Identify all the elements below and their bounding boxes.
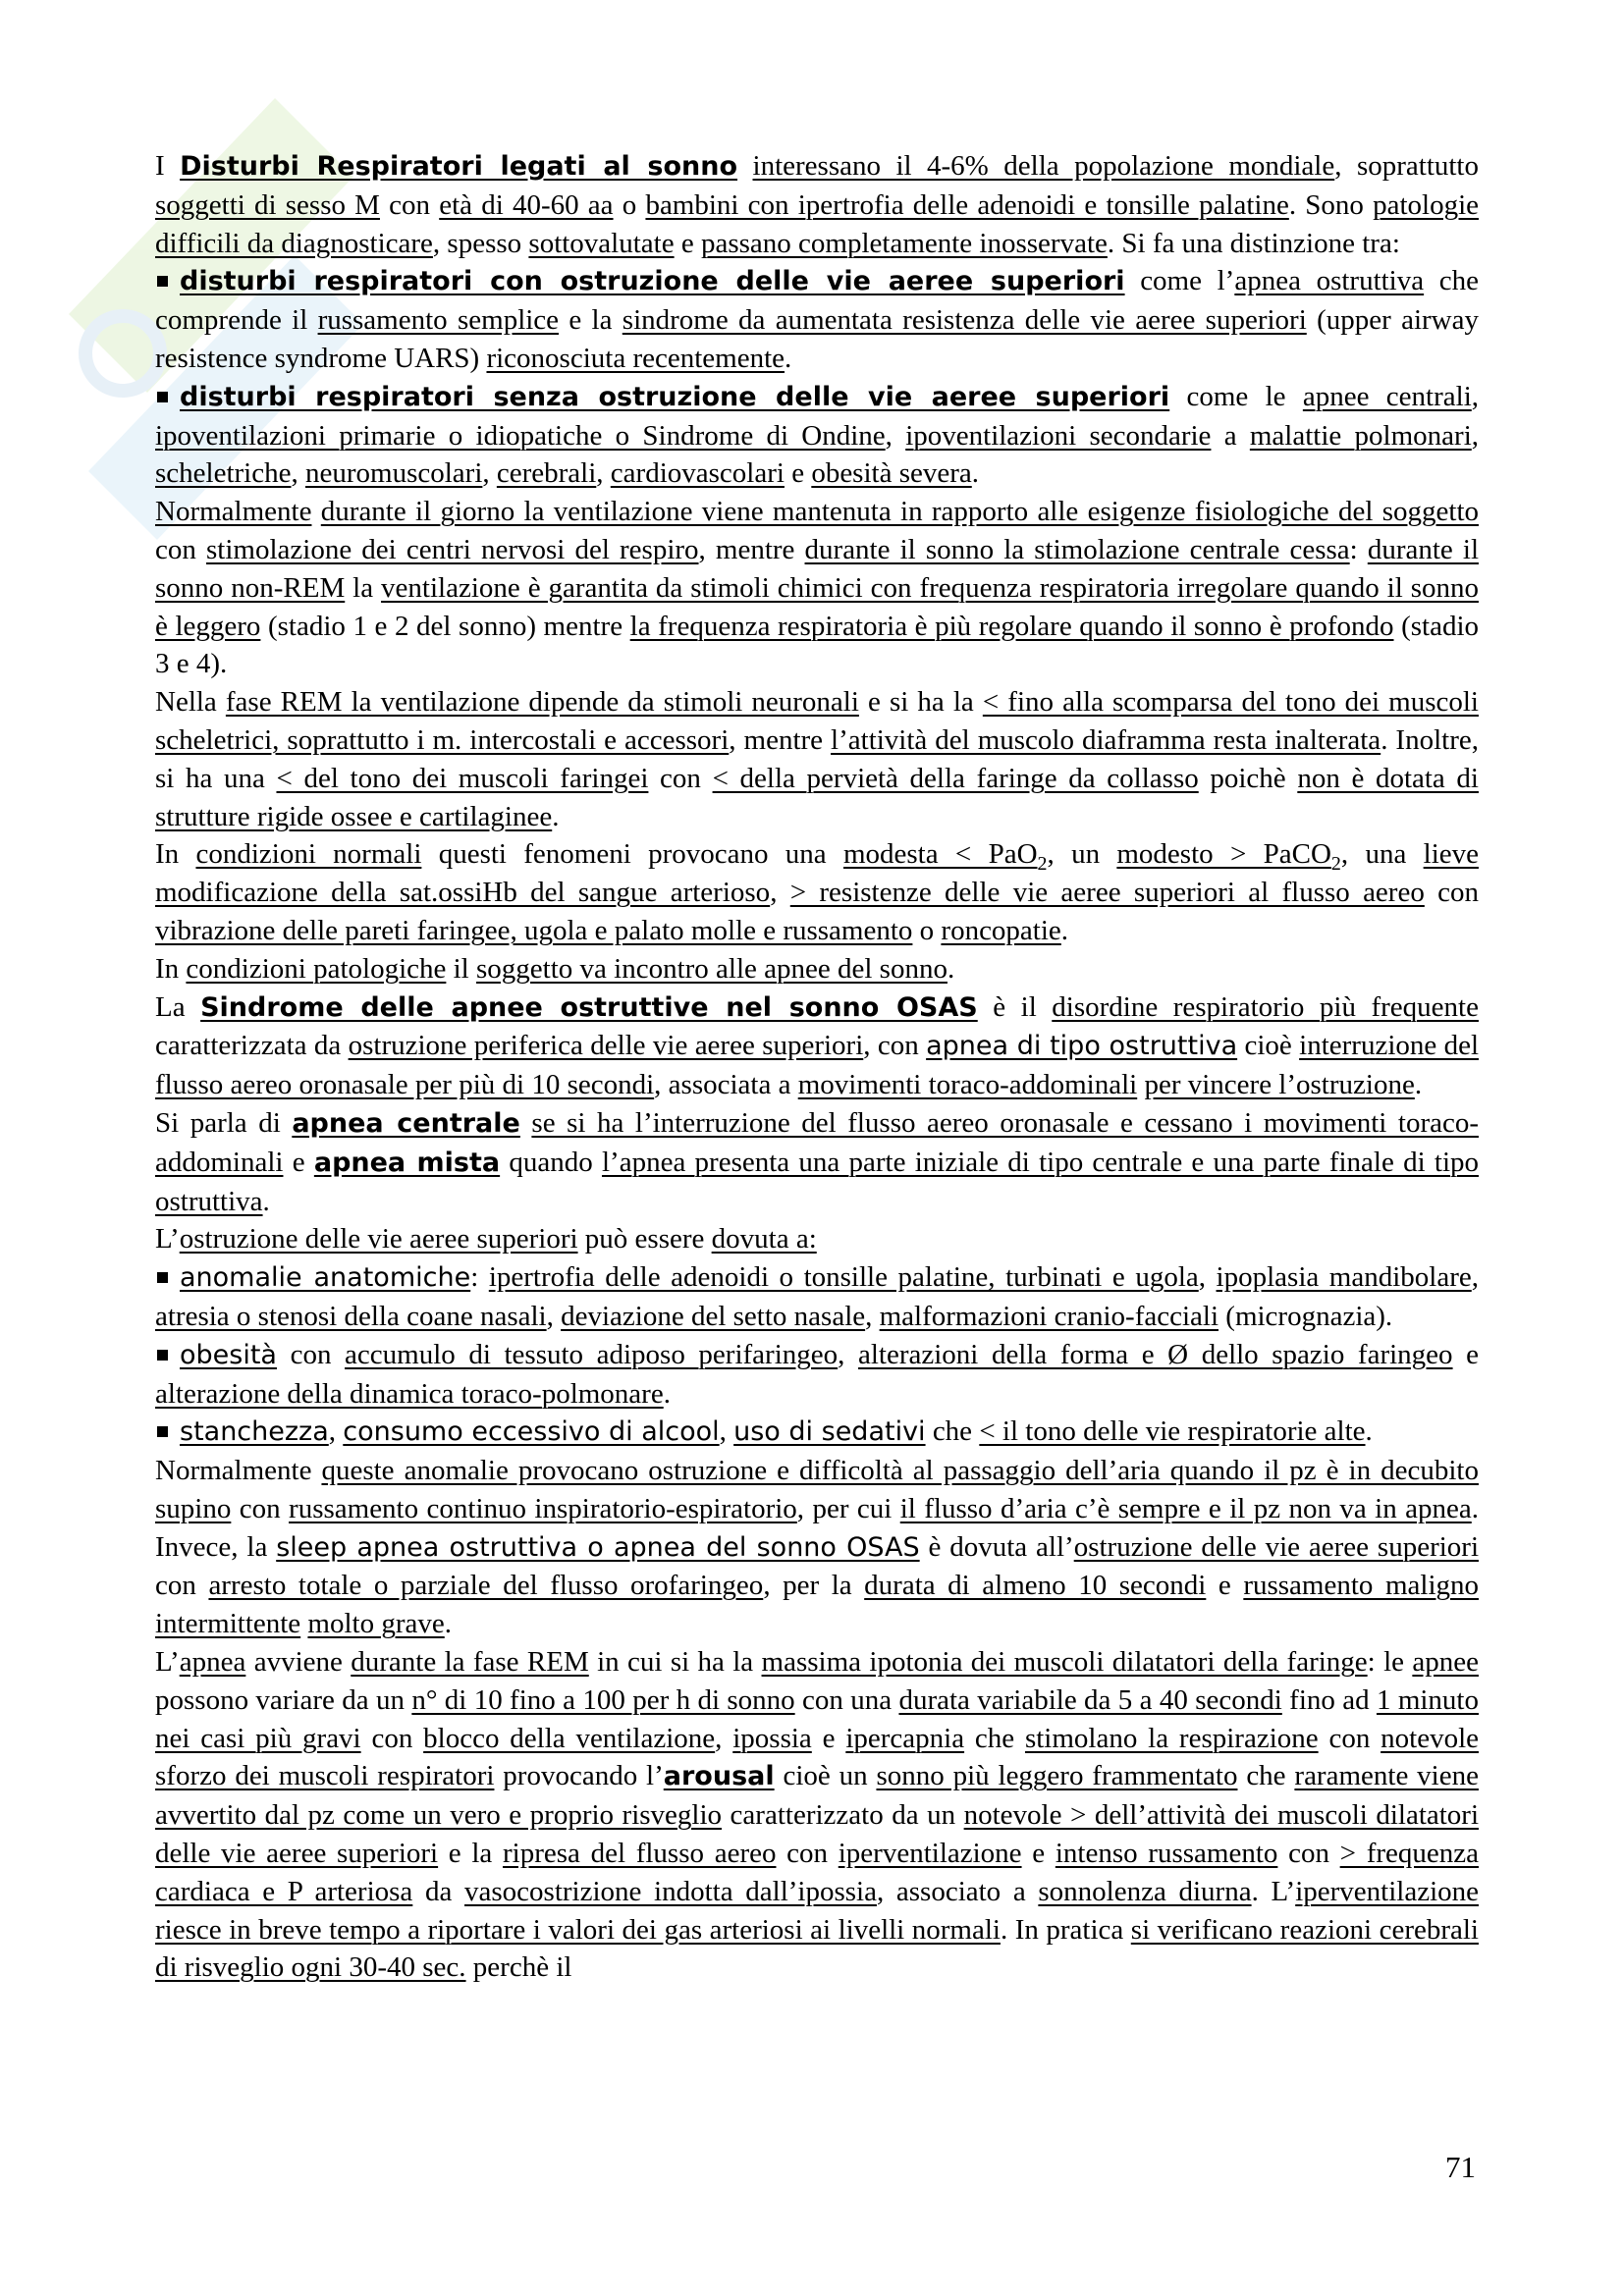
text-run: con una (794, 1683, 899, 1716)
text-run: disturbi respiratori senza ostruzione delle vie aeree superiori (180, 381, 1170, 412)
text-run: in cui si ha la (588, 1646, 762, 1679)
text-run: soggetto va incontro alle apnee del sonno (476, 952, 947, 985)
text-run: Normalmente (155, 496, 312, 528)
text-run: si verificano reazioni cerebrali di risveglio ogni 30-40 sec. (155, 1913, 1479, 1984)
text-run: apnea mista (313, 1147, 501, 1178)
text-run: l’apnea presenta una parte iniziale di tipo centrale e una parte finale di tipo ostruttiva (155, 1146, 1480, 1217)
text-run: che (1237, 1760, 1295, 1792)
text-run: con (1424, 877, 1480, 909)
text-run: con (231, 1492, 290, 1524)
text-run: può essere (577, 1223, 712, 1255)
text-run: Normalmente (155, 1455, 322, 1487)
paragraph-osas (155, 988, 1479, 1104)
paragraph-normalmente (155, 493, 1479, 683)
text-run: ipertrofia delle adenoidi o tonsille palatine, turbinati e ugola (488, 1261, 1199, 1294)
page-number: 71 (1445, 2150, 1476, 2184)
text-run: e (784, 457, 812, 490)
text-run: non è dotata di strutture rigide ossee e cartilaginee (155, 762, 1479, 832)
text-run: . (444, 1608, 452, 1640)
bullet-senza-ostruzione (155, 378, 1479, 493)
text-run: iperventilazione riesce in breve tempo a riportare i valori dei gas arteriosi ai livelli normali (155, 1875, 1480, 1946)
text-run: cardiovascolari (610, 457, 785, 490)
text-run: stanchezza (180, 1416, 329, 1448)
text-run: roncopatie (941, 914, 1061, 946)
text-run: cioè un (774, 1760, 877, 1792)
text-run: blocco della ventilazione (423, 1722, 716, 1754)
text-run: . Si fa una distinzione tra: (1107, 227, 1400, 259)
text-run: patologie difficili da diagnosticare (155, 188, 1480, 259)
text-run: notevole > dell’attività dei muscoli dilatatori delle vie aeree superiori (155, 1799, 1480, 1870)
text-run: e (1452, 1338, 1480, 1370)
text-run: . (1365, 1415, 1373, 1448)
text-run: per vincere l’ostruzione (1144, 1069, 1415, 1101)
text-run (311, 496, 320, 527)
text-run: . Invece, la (155, 1492, 1480, 1563)
paragraph-condizioni-normali (155, 835, 1479, 949)
text-run: ventilazione è garantita da stimoli chimici con frequenza respiratoria irregolare quando il sonno è leggero (155, 571, 1479, 642)
text-run: sonno più leggero frammentato (876, 1760, 1238, 1792)
text-run: < il tono delle vie respiratorie alte (979, 1415, 1366, 1448)
text-run: vibrazione delle pareti faringee, ugola e palato molle e russamento (155, 914, 913, 946)
text-run: , (715, 1722, 733, 1754)
text-run: se si ha l’interruzione del flusso aereo oronasale e cessano i movimenti toraco-addominali (155, 1106, 1480, 1178)
text-run: con (155, 533, 206, 565)
text-run: In (155, 952, 187, 985)
text-run: notevole sforzo dei muscoli respiratori (155, 1722, 1479, 1792)
text-run: la frequenza respiratoria è più regolare quando il sonno è profondo (629, 610, 1394, 642)
text-run: < fino alla scomparsa del tono dei muscoli scheletrici, soprattutto i m. intercostali e accessori (155, 686, 1479, 756)
text-run: . Inoltre, si ha una (155, 723, 1479, 794)
text-run: n° di 10 fino a 100 per h di sonno (411, 1683, 795, 1716)
text-run: e (674, 227, 701, 259)
text-run: , (770, 877, 790, 909)
bullet-square-icon (157, 392, 168, 402)
text-run: accumulo di tessuto adiposo perifaringeo (345, 1338, 839, 1370)
text-run: modesto > PaCO (1116, 838, 1331, 871)
text-run: o (912, 914, 942, 946)
bullet-square-icon (157, 1272, 168, 1283)
bullet-con-ostruzione (155, 262, 1479, 377)
text-run: ipercapnia (845, 1722, 965, 1754)
text-run: alterazione della dinamica toraco-polmonare (155, 1377, 664, 1410)
text-run: ipoventilazioni secondarie (905, 419, 1212, 452)
text-run: uso di sedativi (733, 1416, 926, 1448)
text-run: passano completamente inosservate (700, 227, 1108, 259)
text-run: e (811, 1722, 846, 1754)
text-run: ostruzione periferica delle vie aeree superiori (348, 1030, 864, 1062)
text-run: 2 (1330, 853, 1341, 876)
text-run: L’ (155, 1223, 180, 1255)
text-run: interruzione del flusso aereo oronasale per più di 10 secondi (155, 1030, 1480, 1101)
text-run: , soprattutto (1334, 150, 1479, 182)
text-run: con (276, 1338, 346, 1370)
text-run: con (379, 188, 440, 221)
paragraph-intro (155, 147, 1479, 262)
text-run: sindrome da aumentata resistenza delle vie aeree superiori (622, 304, 1307, 337)
text-run: apnea centrale (292, 1107, 520, 1139)
text-run: l’attività del muscolo diaframma resta inalterata (831, 723, 1381, 756)
text-run: che comprende il (155, 265, 1479, 337)
text-run: perchè il (465, 1951, 572, 1984)
bullet-square-icon (157, 1426, 168, 1437)
text-run: < del tono dei muscoli faringei (276, 762, 649, 794)
text-run: russamento maligno intermittente (155, 1570, 1480, 1640)
text-run: , con (863, 1030, 927, 1062)
text-run: apnea (179, 1646, 246, 1679)
text-run: . (552, 800, 560, 832)
text-run: durata variabile da 5 a 40 secondi (898, 1683, 1282, 1716)
paragraph-apnea-centrale (155, 1104, 1479, 1220)
text-run: 2 (1037, 853, 1048, 876)
text-run: : (1349, 533, 1368, 565)
text-run: che (964, 1722, 1025, 1754)
bullet-square-icon (157, 276, 168, 287)
text-run: arresto totale o parziale del flusso orofaringeo (208, 1570, 764, 1602)
text-run: . (947, 952, 955, 985)
text-run: sottovalutate (528, 227, 675, 259)
text-run: che (925, 1415, 980, 1448)
text-run: massima ipotonia dei muscoli dilatatori della faringe (761, 1646, 1368, 1679)
text-run: quando (500, 1146, 602, 1178)
text-run: Nella (155, 686, 226, 719)
text-run: condizioni normali (195, 838, 422, 871)
text-run: provocando l’ (494, 1760, 664, 1792)
text-run: con (1277, 1838, 1340, 1870)
text-run: molto grave (307, 1608, 445, 1640)
text-run: caratterizzata da (155, 1030, 349, 1062)
text-run: , (328, 1415, 344, 1448)
text-run: , (291, 457, 305, 490)
text-run: , (1471, 419, 1480, 452)
text-run: L’ (155, 1646, 180, 1679)
text-run: stimolano la respirazione (1024, 1722, 1319, 1754)
text-run: durante il sonno non-REM (155, 533, 1479, 604)
text-run: iperventilazione (838, 1838, 1022, 1870)
text-run: disturbi respiratori con ostruzione delle vie aeree superiori (180, 266, 1125, 297)
text-run: interessano il 4-6% della popolazione mondiale (752, 150, 1335, 182)
text-run: lieve modificazione della sat.ossiHb del sangue arterioso (155, 838, 1479, 909)
text-run: queste anomalie provocano ostruzione e difficoltà al passaggio dell’aria quando il pz è in decubito supino (155, 1455, 1479, 1524)
paragraph-sleep-apnea (155, 1452, 1479, 1643)
term-arousal: arousal (663, 1761, 775, 1792)
text-run: atresia o stenosi della coane nasali (155, 1300, 547, 1332)
text-run: è il (977, 990, 1053, 1023)
text-run: poichè (1198, 762, 1298, 794)
text-run: malattie polmonari (1249, 419, 1472, 452)
text-run: , (1198, 1261, 1217, 1294)
text-run: apnee (1412, 1646, 1479, 1679)
text-run: . L’ (1251, 1875, 1296, 1907)
text-run: sleep apnea ostruttiva o apnea del sonno OSAS (276, 1531, 920, 1563)
text-run: , (838, 1338, 858, 1370)
text-run: 1 minuto nei casi più gravi (155, 1683, 1479, 1754)
paragraph-fase-rem (155, 683, 1479, 835)
text-run: durante il giorno la ventilazione viene mantenuta in rapporto alle esigenze fisiologiche del soggetto (320, 496, 1480, 528)
heading-osas: Sindrome delle apnee ostruttive nel sonno OSAS (200, 991, 978, 1023)
text-run: da (412, 1875, 465, 1907)
text-run: il flusso d’aria c’è sempre e il pz non va in apnea (899, 1492, 1472, 1524)
text-run: cerebrali (496, 457, 597, 490)
text-run: russamento semplice (317, 304, 560, 337)
document-body (155, 147, 1479, 1987)
text-run: e si ha la (858, 686, 983, 719)
text-run: (stadio 3 e 4). (155, 610, 1479, 680)
text-run: dovuta a: (711, 1223, 817, 1255)
text-run: a (1211, 419, 1250, 452)
text-run: ipossia (732, 1722, 812, 1754)
text-run: . (262, 1185, 270, 1217)
text-run: raramente viene avvertito dal pz come un vero e proprio risveglio (155, 1760, 1479, 1832)
text-run: . (1060, 914, 1069, 946)
text-run: questi fenomeni provocano una (421, 838, 843, 871)
text-run: o (613, 188, 646, 221)
text-run: avviene (245, 1646, 352, 1679)
text-run: , (482, 457, 497, 490)
text-run: fino ad (1281, 1683, 1377, 1716)
text-run: anomalie anatomiche (180, 1262, 471, 1294)
text-run: I (155, 150, 181, 182)
text-run: è dovuta all’ (919, 1530, 1074, 1563)
text-run: soggetti di sesso M (155, 188, 380, 221)
text-run: . (663, 1377, 671, 1410)
text-run: stimolazione dei centri nervosi del respiro (206, 533, 699, 565)
text-run: e la (559, 304, 623, 337)
text-run: consumo eccessivo di alcool (343, 1416, 720, 1448)
text-run: In (155, 838, 196, 871)
text-run: scheletriche (155, 457, 292, 490)
bullet-stanchezza (155, 1413, 1479, 1452)
text-run: russamento continuo inspiratorio-espiratorio (289, 1492, 797, 1524)
bullet-square-icon (157, 1350, 168, 1361)
text-run: (stadio 1 e 2 del sonno) mentre (260, 610, 630, 642)
text-run: , (1471, 1261, 1479, 1294)
text-run: ipoplasia mandibolare (1216, 1261, 1472, 1294)
text-run: . (971, 457, 980, 490)
text-run: caratterizzato da un (722, 1799, 964, 1832)
text-run: disordine respiratorio più frequente (1052, 990, 1479, 1023)
text-run: obesità (180, 1339, 277, 1370)
paragraph-apnea-rem (155, 1643, 1479, 1987)
text-run: ostruzione delle vie aeree superiori (179, 1223, 578, 1255)
text-run: . (785, 342, 792, 374)
text-run: con (360, 1722, 424, 1754)
text-run: , (719, 1415, 734, 1448)
text-run: , (546, 1300, 562, 1332)
text-run: > resistenze delle vie aeree superiori al flusso aereo (789, 877, 1425, 909)
paragraph-condizioni-patologiche (155, 950, 1479, 988)
text-run: sonnolenza diurna (1038, 1875, 1252, 1907)
text-run: . In pratica (1000, 1913, 1131, 1946)
text-run: con (776, 1838, 839, 1870)
text-run: movimenti toraco-addominali (797, 1069, 1138, 1101)
text-run: (micrognazia). (1218, 1300, 1393, 1332)
text-run: , (596, 457, 611, 490)
text-run: . Sono (1288, 188, 1374, 221)
text-run: apnee centrali (1302, 380, 1472, 412)
text-run: e (283, 1146, 314, 1178)
text-run: , spesso (432, 227, 529, 259)
text-run: : le (1367, 1646, 1413, 1679)
text-run: , associata a (654, 1069, 798, 1101)
text-run: cioè (1237, 1030, 1300, 1062)
text-run: bambini con ipertrofia delle adenoidi e tonsille palatine (645, 188, 1289, 221)
text-run: La (155, 990, 201, 1023)
text-run: obesità severa (811, 457, 972, 490)
text-run: con (155, 1570, 209, 1602)
text-run: alterazioni della forma e Ø dello spazio faringeo (857, 1338, 1453, 1370)
text-run: il (446, 952, 476, 985)
text-run: : (470, 1261, 489, 1294)
text-run (737, 150, 752, 182)
text-run: , mentre (729, 723, 832, 756)
text-run: , un (1047, 838, 1117, 871)
text-run: ipoventilazioni primarie o idiopatiche o Sindrome di Ondine (155, 419, 886, 452)
text-run: , mentre (698, 533, 805, 565)
text-run: , una (1340, 838, 1424, 871)
text-run: come le (1169, 380, 1303, 412)
text-run: , (865, 1300, 880, 1332)
text-run: vasocostrizione indotta dall’ipossia (464, 1875, 877, 1907)
text-run: e la (438, 1838, 503, 1870)
text-run: , (1471, 380, 1480, 412)
text-run: Si parla di (155, 1106, 293, 1139)
text-run: ripresa del flusso aereo (503, 1838, 777, 1870)
bullet-obesita (155, 1336, 1479, 1414)
text-run: con (1318, 1722, 1381, 1754)
text-run: apnea di tipo ostruttiva (926, 1031, 1238, 1062)
text-run: e (1206, 1570, 1244, 1602)
text-run: < della pervietà della faringe da collasso (712, 762, 1199, 794)
text-run: apnea ostruttiva (1234, 265, 1425, 297)
text-run (520, 1107, 532, 1139)
text-run: neuromuscolari (304, 457, 483, 490)
text-run: , per cui (796, 1492, 900, 1524)
text-run: , (885, 419, 906, 452)
text-run: durante il sonno la stimolazione centrale cessa (804, 533, 1350, 565)
text-run: durante la fase REM (351, 1646, 589, 1679)
text-run: condizioni patologiche (186, 952, 447, 985)
text-run: , associato a (876, 1875, 1039, 1907)
text-run: , per la (763, 1570, 865, 1602)
text-run: riconosciuta recentemente (486, 342, 785, 374)
text-run: possono variare da un (155, 1683, 412, 1716)
text-run: fase REM la ventilazione dipende da stimoli neuronali (225, 686, 859, 719)
text-run: ostruzione delle vie aeree superiori (1073, 1530, 1479, 1563)
text-run: con (648, 762, 713, 794)
text-run: > frequenza cardiaca e P arteriosa (155, 1838, 1480, 1907)
text-run: modesta < PaO (842, 838, 1038, 871)
text-run: deviazione del setto nasale (561, 1300, 866, 1332)
text-run: come l’ (1124, 265, 1235, 297)
text-run: intenso russamento (1055, 1838, 1278, 1870)
text-run: malformazioni cranio-facciali (879, 1300, 1219, 1332)
text-run: la (345, 571, 382, 604)
text-run: e (1021, 1838, 1056, 1870)
bullet-anomalie-anatomiche (155, 1258, 1479, 1336)
paragraph-ostruzione-cause (155, 1220, 1479, 1258)
text-run: . (1414, 1069, 1423, 1101)
heading-disturbi-respiratori: Disturbi Respiratori legati al sonno (180, 151, 738, 182)
text-run: (upper airway resistence syndrome UARS) (155, 304, 1479, 374)
text-run: età di 40-60 aa (439, 188, 614, 221)
text-run: durata di almeno 10 secondi (864, 1570, 1207, 1602)
